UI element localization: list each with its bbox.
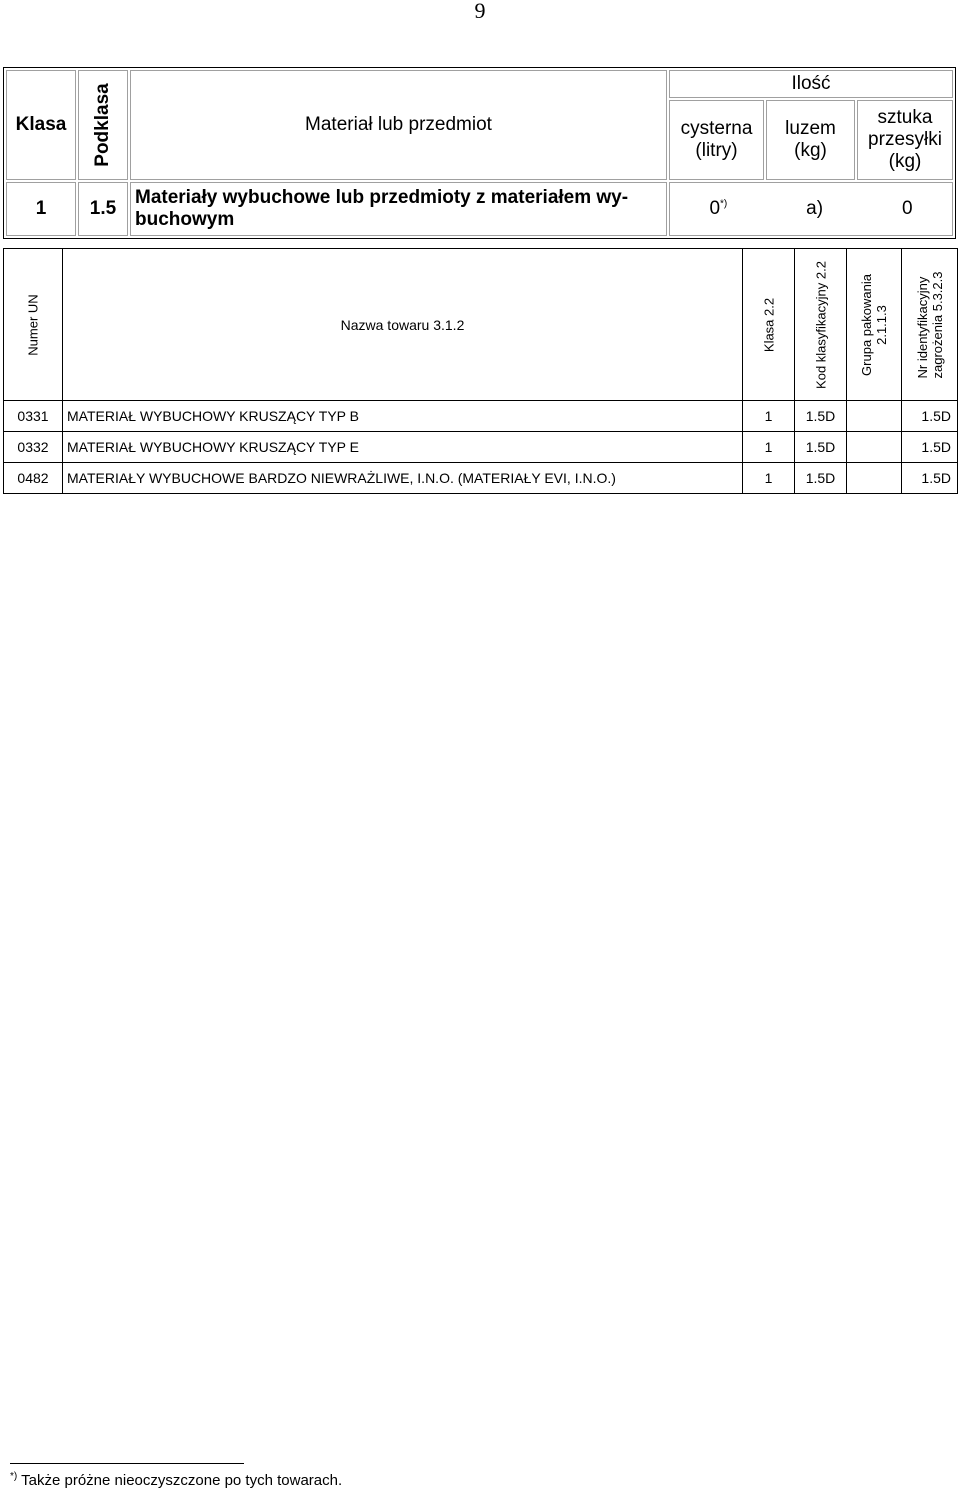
- table-row: [4, 432, 958, 463]
- page-number: 9: [474, 0, 486, 23]
- row-klasa: 1: [6, 182, 76, 236]
- row-material: [130, 182, 667, 236]
- row-sztuka: 0: [901, 198, 913, 219]
- header-cysterna: [669, 100, 764, 180]
- goods-name: MATERIAŁ WYBUCHOWY KRUSZĄCY TYP B: [63, 401, 743, 432]
- header-grupa: [847, 249, 902, 401]
- goods-grupa: [847, 463, 902, 494]
- row-material-line1: Materiały wybuchowe lub przedmioty z materiałem wy-: [135, 187, 629, 208]
- header-numer-un: [4, 249, 63, 401]
- header-nr: [902, 249, 958, 401]
- header-nr-text: [915, 271, 945, 378]
- row-luzem: a): [806, 198, 824, 219]
- un-number: 0331: [4, 401, 63, 432]
- footnote-text: Także próżne nieoczyszczone po tych towarach.: [21, 1472, 343, 1489]
- header-luzem-line1: luzem: [785, 118, 836, 139]
- header-nazwa: Nazwa towaru 3.1.2: [63, 249, 743, 401]
- goods-grupa: [847, 432, 902, 463]
- table-row: [4, 463, 958, 494]
- table-row: [4, 401, 958, 432]
- goods-kod: 1.5D: [795, 401, 847, 432]
- goods-nr: 1.5D: [902, 432, 958, 463]
- goods-kod: 1.5D: [795, 432, 847, 463]
- header-grupa-line2: 2.1.1.3: [874, 304, 889, 345]
- goods-nr: 1.5D: [902, 463, 958, 494]
- footnote-mark: *): [10, 1471, 18, 1482]
- row-cysterna-mark: *): [720, 198, 728, 210]
- header-grupa-line1: Grupa pakowania: [859, 273, 874, 376]
- header-material: Materiał lub przedmiot: [130, 70, 667, 180]
- un-number: 0482: [4, 463, 63, 494]
- goods-klasa: 1: [743, 463, 795, 494]
- goods-kod: 1.5D: [795, 463, 847, 494]
- header-nr-line1: Nr identyfikacyjny: [914, 276, 930, 378]
- goods-name: MATERIAŁY WYBUCHOWE BARDZO NIEWRAŻLIWE, I.N.O. (MATERIAŁY EVI, I.N.O.): [63, 463, 743, 494]
- footnote-separator: [10, 1463, 244, 1464]
- row-podklasa: 1.5: [78, 182, 128, 236]
- header-ilosc: Ilość: [669, 70, 953, 98]
- header-podklasa-text: Podklasa: [92, 83, 113, 167]
- header-podklasa: [78, 70, 128, 180]
- header-luzem-line2: (kg): [794, 140, 827, 161]
- header-sztuka: [857, 100, 953, 180]
- header-grupa-text: [859, 274, 889, 376]
- header-klasa: Klasa: [6, 70, 76, 180]
- header-klasa-2-2-text: Klasa 2.2: [761, 297, 776, 352]
- header-cysterna-line1: cysterna: [680, 118, 753, 139]
- quantity-table: [3, 67, 956, 239]
- header-luzem: [766, 100, 855, 180]
- header-kod-text: Kod klasyfikacyjny 2.2: [813, 260, 828, 389]
- un-number: 0332: [4, 432, 63, 463]
- header-sztuka-line3: (kg): [888, 151, 922, 172]
- header-klasa-2-2: [743, 249, 795, 401]
- goods-klasa: 1: [743, 401, 795, 432]
- row-cysterna-value: 0: [709, 198, 721, 219]
- row-material-line2: buchowym: [135, 209, 235, 230]
- goods-name: MATERIAŁ WYBUCHOWY KRUSZĄCY TYP E: [63, 432, 743, 463]
- goods-table: [3, 248, 958, 494]
- goods-grupa: [847, 401, 902, 432]
- header-numer-un-text: Numer UN: [25, 293, 41, 356]
- row-cysterna: [709, 198, 727, 220]
- header-kod: [795, 249, 847, 401]
- header-sztuka-line2: przesyłki: [868, 129, 942, 150]
- header-cysterna-line2: (litry): [695, 140, 738, 161]
- header-sztuka-line1: sztuka: [877, 107, 933, 128]
- header-nr-line2: zagrożenia 5.3.2.3: [929, 271, 945, 378]
- footnote: [10, 1472, 342, 1489]
- goods-klasa: 1: [743, 432, 795, 463]
- goods-nr: 1.5D: [902, 401, 958, 432]
- row-quantities: [669, 182, 953, 236]
